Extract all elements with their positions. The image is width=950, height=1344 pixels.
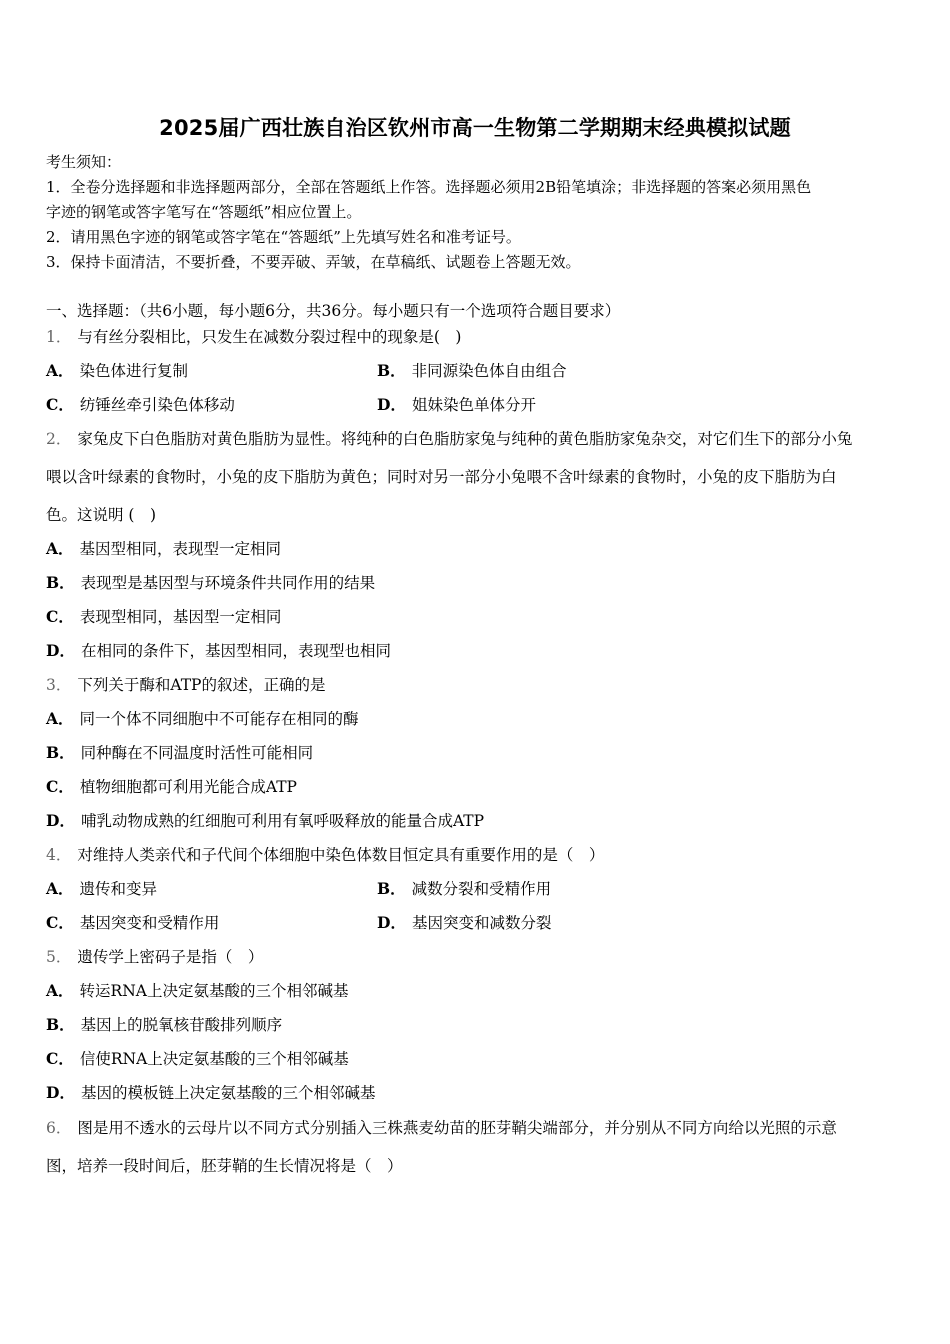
question-1-options-row-2	[46, 395, 906, 415]
option-c[interactable]	[46, 777, 906, 797]
option-b[interactable]	[377, 879, 551, 899]
question-2-stem-line-1	[46, 429, 906, 449]
option-text: 遗传和变异	[79, 880, 158, 898]
notice-item: 1．全卷分选择题和非选择题两部分，全部在答题纸上作答。选择题必须用2B铅笔填涂；非选择题的答案必须用黑色	[46, 178, 812, 196]
question-4-options-row-1	[46, 879, 906, 899]
option-c[interactable]	[46, 914, 219, 932]
option-text: 非同源染色体自由组合	[411, 362, 567, 380]
option-letter: A．	[46, 361, 74, 380]
option-letter: C．	[46, 395, 74, 414]
option-letter: C．	[46, 913, 74, 932]
option-letter: D．	[46, 811, 75, 830]
notice-item: 2．请用黑色字迹的钢笔或答字笔在“答题纸”上先填写姓名和准考证号。	[46, 228, 521, 246]
option-letter: A．	[46, 981, 74, 1000]
question-number: 6．	[46, 1119, 72, 1137]
notice-item: 3．保持卡面清洁，不要折叠，不要弄破、弄皱，在草稿纸、试题卷上答题无效。	[46, 253, 581, 271]
option-letter: B．	[377, 879, 406, 898]
option-letter: C．	[46, 1049, 74, 1068]
option-letter: D．	[46, 641, 75, 660]
option-letter: B．	[46, 743, 75, 762]
section-heading: 一、选择题：（共6小题，每小题6分，共36分。每小题只有一个选项符合题目要求）	[46, 302, 621, 320]
question-1-stem	[46, 327, 906, 347]
option-letter: B．	[46, 573, 75, 592]
question-stem-line: 家兔皮下白色脂肪对黄色脂肪为显性。将纯种的白色脂肪家兔与纯种的黄色脂肪家兔杂交，对它们生下的部分小兔	[77, 430, 853, 448]
option-text: 同种酶在不同温度时活性可能相同	[80, 744, 314, 762]
question-4-options-row-2	[46, 913, 906, 933]
option-text: 基因的模板链上决定氨基酸的三个相邻碱基	[80, 1084, 376, 1102]
option-letter: A．	[46, 709, 74, 728]
question-stem-line: 下列关于酶和ATP的叙述，正确的是	[77, 676, 326, 694]
question-6-stem-line-2: 图，培养一段时间后，胚芽鞘的生长情况将是（ ）	[46, 1157, 403, 1175]
option-text: 姐妹染色单体分开	[411, 396, 536, 414]
option-letter: A．	[46, 539, 74, 558]
question-number: 4．	[46, 846, 72, 864]
option-text: 基因型相同，表现型一定相同	[79, 540, 282, 558]
question-4-stem	[46, 845, 906, 865]
option-a[interactable]	[46, 880, 157, 898]
option-text: 表现型相同，基因型一定相同	[79, 608, 282, 626]
question-stem-line: 对维持人类亲代和子代间个体细胞中染色体数目恒定具有重要作用的是（ ）	[77, 846, 605, 864]
question-2-stem-line-2: 喂以含叶绿素的食物时，小兔的皮下脂肪为黄色；同时对另一部分小兔喂不含叶绿素的食物时，小兔的皮下脂肪为白	[46, 468, 837, 486]
question-6-stem-line-1	[46, 1118, 906, 1138]
option-letter: C．	[46, 777, 74, 796]
question-number: 2．	[46, 430, 72, 448]
option-text: 染色体进行复制	[79, 362, 189, 380]
option-letter: C．	[46, 607, 74, 626]
question-number: 3．	[46, 676, 72, 694]
option-text: 减数分裂和受精作用	[411, 880, 552, 898]
option-b[interactable]	[46, 743, 906, 763]
option-c[interactable]	[46, 396, 235, 414]
option-a[interactable]	[46, 362, 188, 380]
option-letter: B．	[46, 1015, 75, 1034]
option-text: 转运RNA上决定氨基酸的三个相邻碱基	[79, 982, 349, 1000]
question-number: 1．	[46, 328, 72, 346]
option-text: 基因上的脱氧核苷酸排列顺序	[80, 1016, 283, 1034]
option-a[interactable]	[46, 709, 906, 729]
option-a[interactable]	[46, 539, 906, 559]
option-text: 信使RNA上决定氨基酸的三个相邻碱基	[79, 1050, 349, 1068]
option-text: 表现型是基因型与环境条件共同作用的结果	[80, 574, 376, 592]
option-text: 纺锤丝牵引染色体移动	[79, 396, 235, 414]
option-d[interactable]	[46, 1083, 906, 1103]
notice-item: 字迹的钢笔或答字笔写在“答题纸”相应位置上。	[46, 203, 362, 221]
question-stem-line: 与有丝分裂相比，只发生在减数分裂过程中的现象是( )	[77, 328, 462, 346]
option-d[interactable]	[377, 395, 536, 415]
option-a[interactable]	[46, 981, 906, 1001]
question-1-options-row-1	[46, 361, 906, 381]
option-text: 哺乳动物成熟的红细胞可利用有氧呼吸释放的能量合成ATP	[80, 812, 485, 830]
question-3-stem	[46, 675, 906, 695]
question-2-stem-line-3: 色。这说明 ( )	[46, 506, 157, 524]
option-letter: D．	[377, 913, 406, 932]
option-c[interactable]	[46, 1049, 906, 1069]
question-5-stem	[46, 947, 906, 967]
option-text: 基因突变和受精作用	[79, 914, 220, 932]
question-number: 5．	[46, 948, 72, 966]
option-d[interactable]	[46, 641, 906, 661]
option-letter: B．	[377, 361, 406, 380]
option-b[interactable]	[377, 361, 567, 381]
option-c[interactable]	[46, 607, 906, 627]
option-text: 基因突变和减数分裂	[411, 914, 552, 932]
option-d[interactable]	[46, 811, 906, 831]
question-stem-line: 遗传学上密码子是指（ ）	[77, 948, 264, 966]
question-stem-line: 图是用不透水的云母片以不同方式分别插入三株燕麦幼苗的胚芽鞘尖端部分，并分别从不同方向给以光照的示意	[77, 1119, 837, 1137]
notice-heading: 考生须知：	[46, 153, 122, 171]
option-b[interactable]	[46, 573, 906, 593]
option-letter: D．	[46, 1083, 75, 1102]
option-letter: A．	[46, 879, 74, 898]
option-b[interactable]	[46, 1015, 906, 1035]
page-title: 2025届广西壮族自治区钦州市高一生物第二学期期末经典模拟试题	[159, 116, 791, 140]
option-d[interactable]	[377, 913, 551, 933]
option-text: 植物细胞都可利用光能合成ATP	[79, 778, 297, 796]
option-text: 同一个体不同细胞中不可能存在相同的酶	[79, 710, 359, 728]
option-letter: D．	[377, 395, 406, 414]
option-text: 在相同的条件下，基因型相同，表现型也相同	[80, 642, 391, 660]
